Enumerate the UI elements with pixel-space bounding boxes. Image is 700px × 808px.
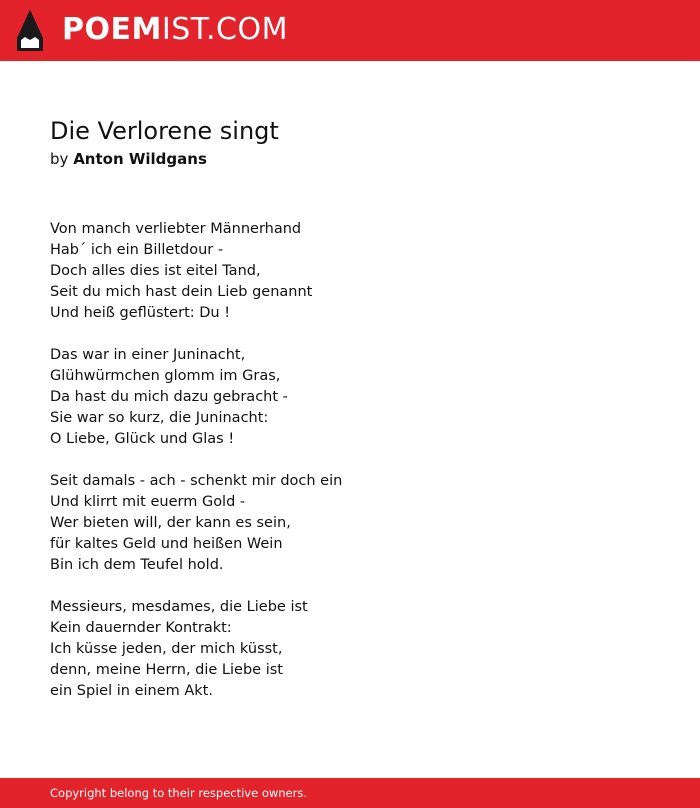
- poem-line: Sie war so kurz, die Juninacht:: [50, 410, 269, 426]
- copyright-notice: Copyright belong to their respective owners.: [50, 786, 308, 800]
- site-footer: [0, 778, 700, 808]
- byline: [50, 149, 207, 169]
- poem-line: denn, meine Herrn, die Liebe ist: [50, 662, 283, 678]
- poem-line: Glühwürmchen glomm im Gras,: [50, 368, 281, 384]
- poem-body: [50, 219, 650, 723]
- poem-line: Das war in einer Juninacht,: [50, 347, 246, 363]
- site-logo[interactable]: [62, 12, 288, 48]
- site-header: [0, 0, 700, 61]
- poem-line: ein Spiel in einem Akt.: [50, 683, 213, 699]
- poem-line: Messieurs, mesdames, die Liebe ist: [50, 599, 308, 615]
- by-label: by: [50, 150, 69, 168]
- poem-line: Ich küsse jeden, der mich küsst,: [50, 641, 283, 657]
- poem-line: Und klirrt mit euerm Gold -: [50, 494, 246, 510]
- stanza: [50, 597, 650, 702]
- stanza: [50, 345, 650, 450]
- pencil-icon[interactable]: [17, 10, 43, 51]
- author-name: Anton Wildgans: [73, 150, 207, 168]
- logo-light-text: IST.COM: [161, 12, 288, 47]
- poem-line: für kaltes Geld und heißen Wein: [50, 536, 283, 552]
- poem-line: Seit damals - ach - schenkt mir doch ein: [50, 473, 343, 489]
- poem-line: Hab´ ich ein Billetdour -: [50, 242, 224, 258]
- poem-line: Da hast du mich dazu gebracht -: [50, 389, 288, 405]
- poem-line: Und heiß geflüstert: Du !: [50, 305, 231, 321]
- poem-line: Seit du mich hast dein Lieb genannt: [50, 284, 313, 300]
- stanza: [50, 471, 650, 576]
- poem-title: Die Verlorene singt: [50, 117, 279, 145]
- stanza: [50, 219, 650, 324]
- poem-line: Doch alles dies ist eitel Tand,: [50, 263, 261, 279]
- poem-line: Von manch verliebter Männerhand: [50, 221, 302, 237]
- poem-line: Kein dauernder Kontrakt:: [50, 620, 232, 636]
- poem-line: Wer bieten will, der kann es sein,: [50, 515, 291, 531]
- poem-line: Bin ich dem Teufel hold.: [50, 557, 224, 573]
- poem-line: O Liebe, Glück und Glas !: [50, 431, 235, 447]
- logo-bold-text: POEM: [62, 12, 162, 47]
